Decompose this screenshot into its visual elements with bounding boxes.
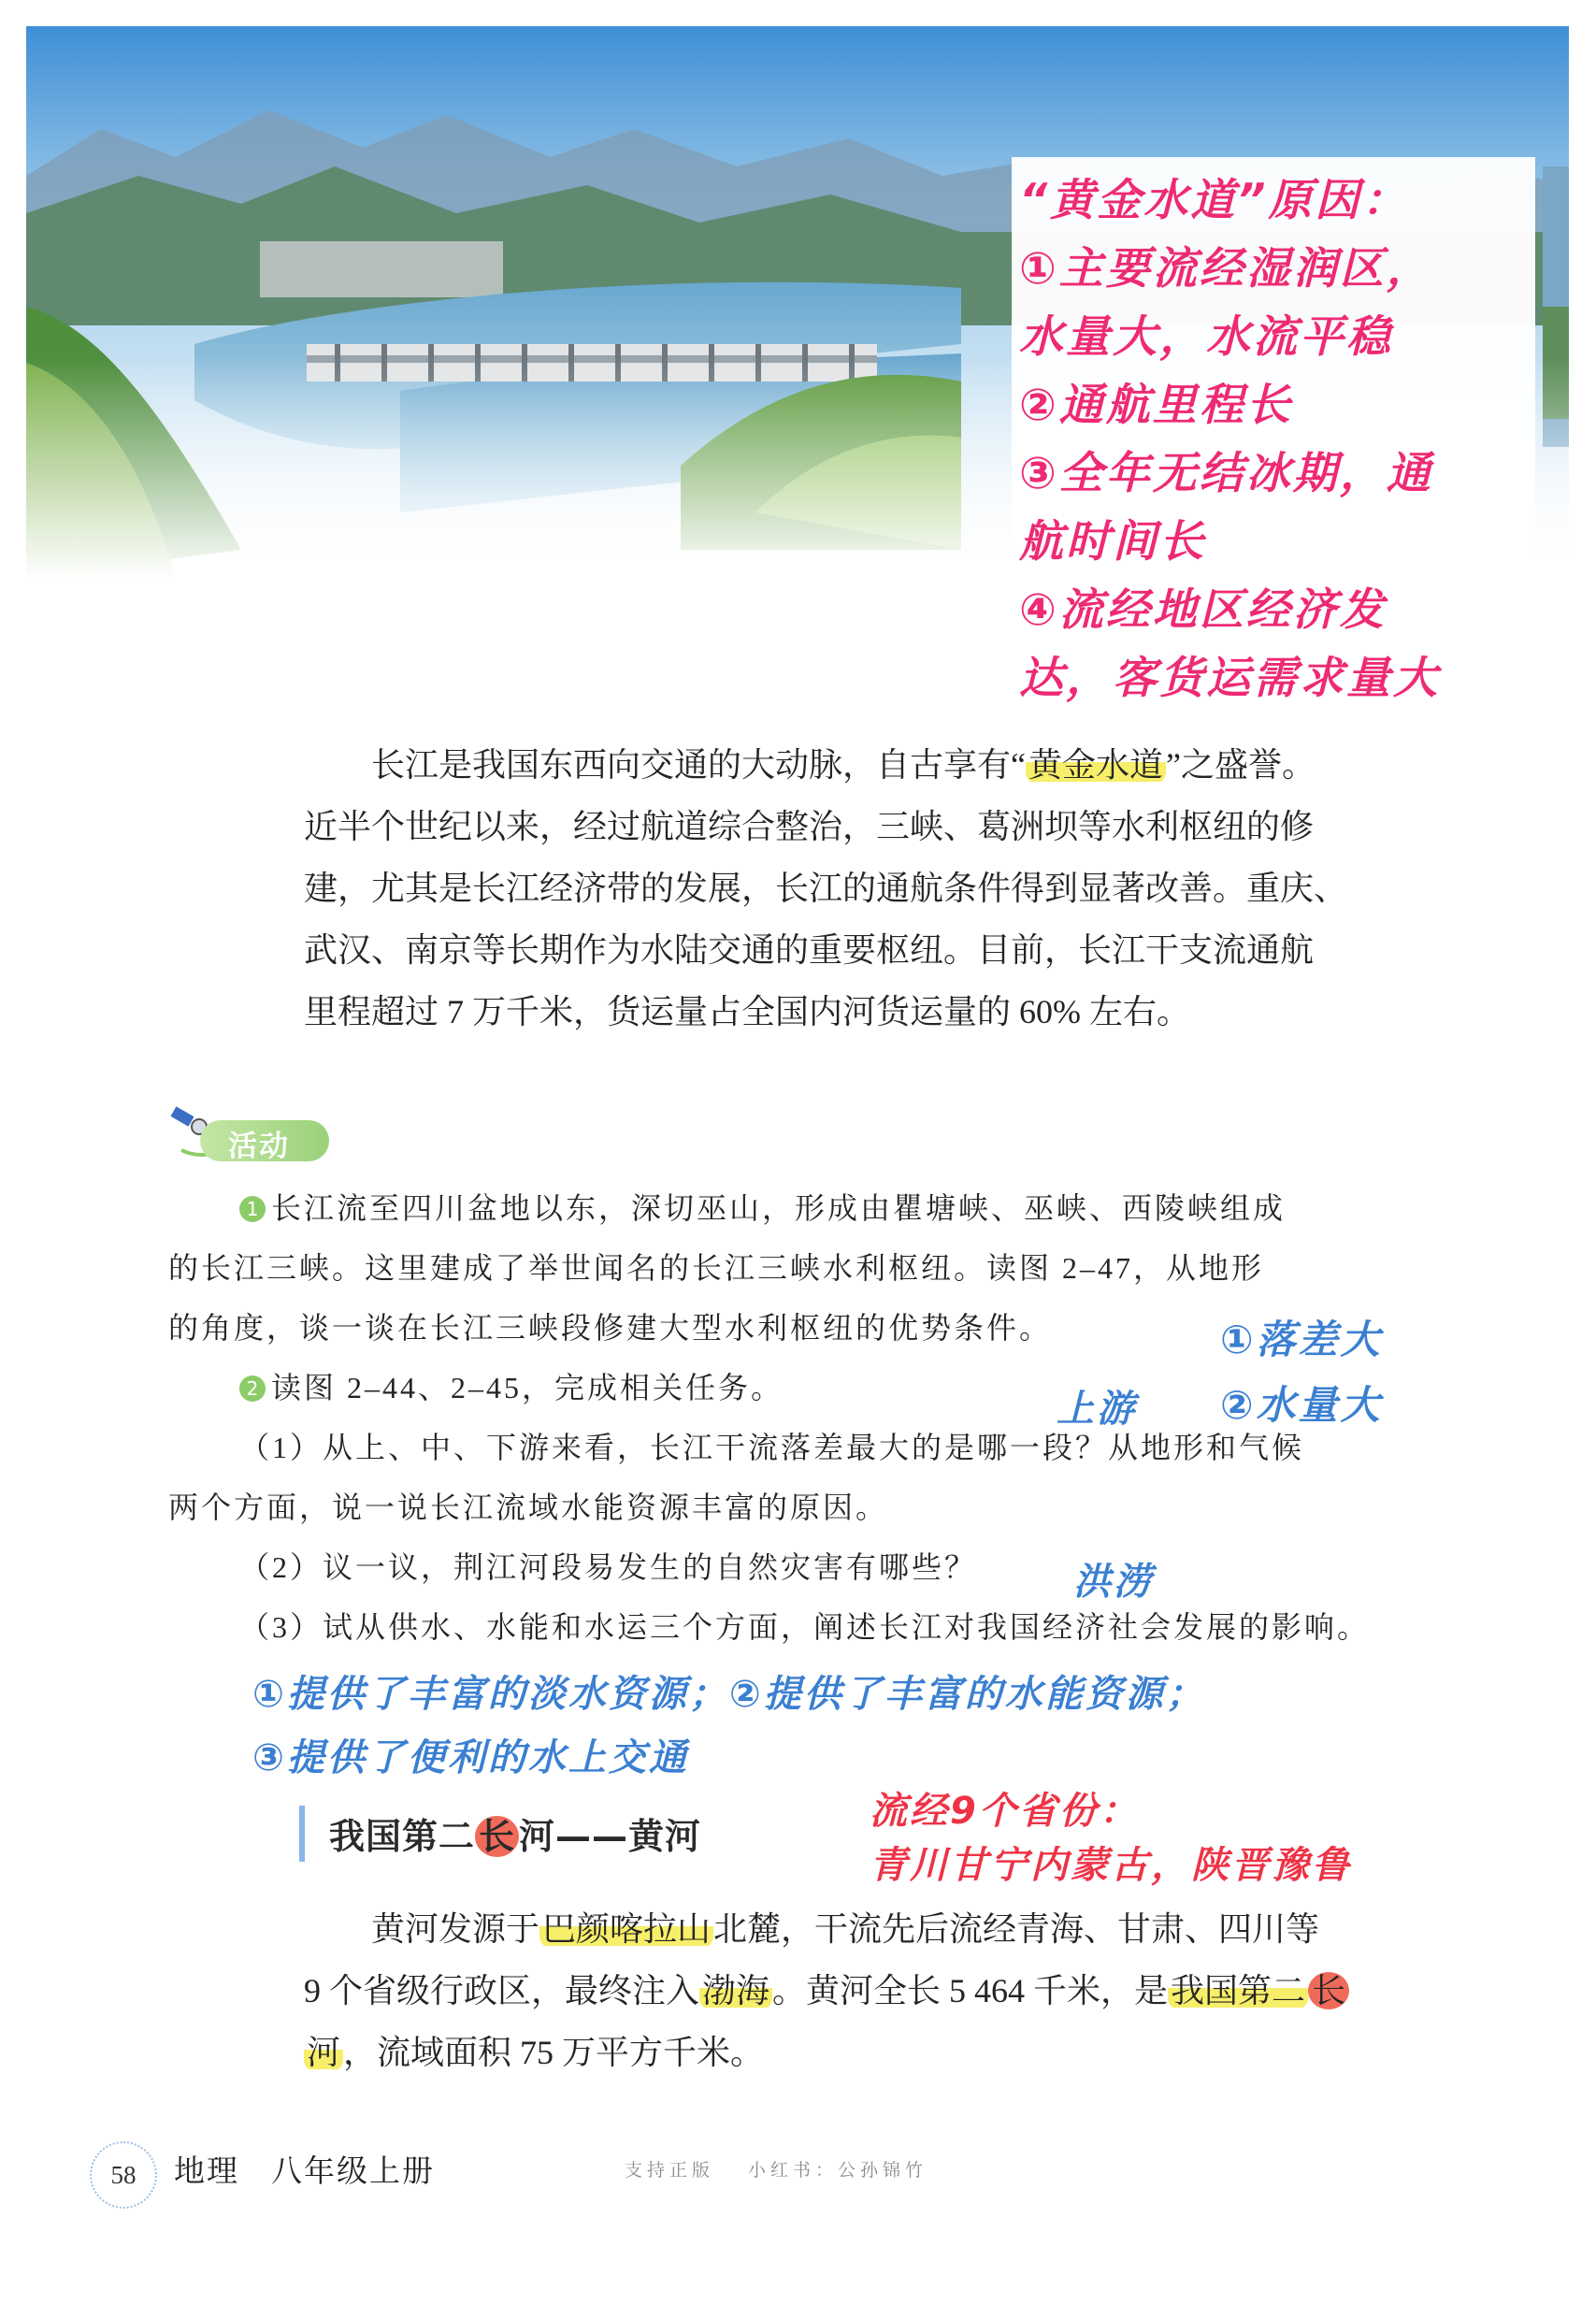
note-line: ④流经地区经济发 (1019, 584, 1387, 636)
text-run: 长江是我国东西向交通的大动脉，自古享有“ (371, 746, 1026, 784)
paragraph-line (304, 2022, 1454, 2083)
subtask-1-line: 两个方面，说一说长江流域水能资源丰富的原因。 (168, 1490, 889, 1524)
handwritten-answer: ②水量大 (1220, 1382, 1383, 1428)
paragraph-line (304, 734, 1454, 796)
yellow-river-paragraph (304, 1898, 1454, 2083)
note-line: 青川甘宁内蒙古，陕晋豫鲁 (870, 1844, 1352, 1887)
heading-bar (299, 1806, 305, 1862)
text-run: 河——黄河 (519, 1816, 702, 1857)
book-title (174, 2147, 435, 2191)
text-run: ，流域面积 75 万平方千米。 (343, 2034, 765, 2071)
yangtze-shipping-paragraph (304, 734, 1454, 1043)
note-line: 流经9个省份： (870, 1790, 1140, 1833)
task-1-line (168, 1178, 1477, 1238)
handwritten-answer: ①落差大 (1220, 1317, 1383, 1362)
handwritten-note-pink (1012, 157, 1535, 726)
watermark (625, 2156, 927, 2182)
page-number: 58 (90, 2141, 157, 2209)
subtask-2-line: （2）议一议，荆江河段易发生的自然灾害有哪些？ (239, 1550, 978, 1584)
task-1-line: 的角度，谈一谈在长江三峡段修建大型水利枢纽的优势条件。 (168, 1311, 1053, 1345)
note-line: ③全年无结冰期，通 (1019, 448, 1433, 499)
section-title (329, 1807, 701, 1859)
paragraph-line: 近半个世纪以来，经过航道综合整治，三峡、葛洲坝等水利枢纽的修 (304, 808, 1315, 845)
highlighted-text: 河 (304, 2034, 343, 2071)
handwritten-answer: ③提供了便利的水上交通 (252, 1736, 689, 1779)
handwritten-note-red (870, 1784, 1352, 1893)
text-run: ”之盛誉。 (1166, 746, 1316, 784)
highlighted-text: 渤海 (699, 1972, 772, 2009)
watermark-text: 支持正版 (625, 2160, 715, 2181)
task-number-badge: 1 (239, 1196, 266, 1222)
text-run: 读图 2–44、2–45，完成相关任务。 (271, 1371, 784, 1404)
watermark-text: 小红书：公孙锦竹 (748, 2160, 928, 2181)
subtask-3-line: （3）试从供水、水能和水运三个方面，阐述长江对我国经济社会发展的影响。 (239, 1610, 1371, 1644)
text-run: 长江流至四川盆地以东，深切巫山，形成由瞿塘峡、巫峡、西陵峡组成 (271, 1191, 1287, 1225)
text-run: 。黄河全长 5 464 千米，是 (772, 1972, 1169, 2009)
activity-label: 活动 (228, 1130, 290, 1163)
grade-label: 八年级上册 (271, 2155, 435, 2189)
text-run: 我国第二 (329, 1816, 476, 1857)
note-line: 水量大，水流平稳 (1019, 311, 1393, 363)
highlighted-text: 巴颜喀拉山 (539, 1910, 713, 1948)
paragraph-line (304, 1960, 1454, 2022)
highlighted-text: 长 (475, 1816, 519, 1857)
highlighted-text: 我国第二 (1168, 1972, 1308, 2009)
paragraph-line: 建，尤其是长江经济带的发展，长江的通航条件得到显著改善。重庆、 (304, 870, 1348, 907)
text-run: 9 个省级行政区，最终注入 (304, 1972, 700, 2009)
text-run: 黄河发源于 (371, 1910, 540, 1948)
highlighted-text: 长 (1308, 1972, 1349, 2009)
note-line: ①主要流经湿润区， (1019, 243, 1433, 295)
handwritten-answer: 上游 (1057, 1388, 1137, 1431)
note-line: 航时间长 (1019, 516, 1206, 568)
note-line: 达，客货运需求量大 (1019, 653, 1440, 704)
handwritten-answer: ①提供了丰富的淡水资源；②提供了丰富的水能资源； (252, 1673, 1206, 1716)
subject-label: 地理 (174, 2155, 239, 2189)
task-1-line: 的长江三峡。这里建成了举世闻名的长江三峡水利枢纽。读图 2–47，从地形 (168, 1251, 1265, 1285)
note-line: ②通航里程长 (1019, 380, 1293, 431)
subtask-1-line: （1）从上、中、下游来看，长江干流落差最大的是哪一段？从地形和气候 (239, 1431, 1305, 1464)
handwritten-answer: 洪涝 (1073, 1561, 1154, 1604)
note-line: “黄金水道”原因： (1019, 175, 1409, 226)
highlighted-text: 黄金水道 (1026, 746, 1166, 784)
paragraph-line (304, 1898, 1454, 1960)
paragraph-line: 里程超过 7 万千米，货运量占全国内河货运量的 60% 左右。 (304, 993, 1190, 1030)
task-number-badge: 2 (239, 1375, 266, 1402)
paragraph-line: 武汉、南京等长期作为水陆交通的重要枢纽。目前，长江干支流通航 (304, 931, 1315, 969)
activity-badge (168, 1103, 332, 1169)
text-run: 北麓，干流先后流经青海、甘肃、四川等 (713, 1910, 1320, 1948)
